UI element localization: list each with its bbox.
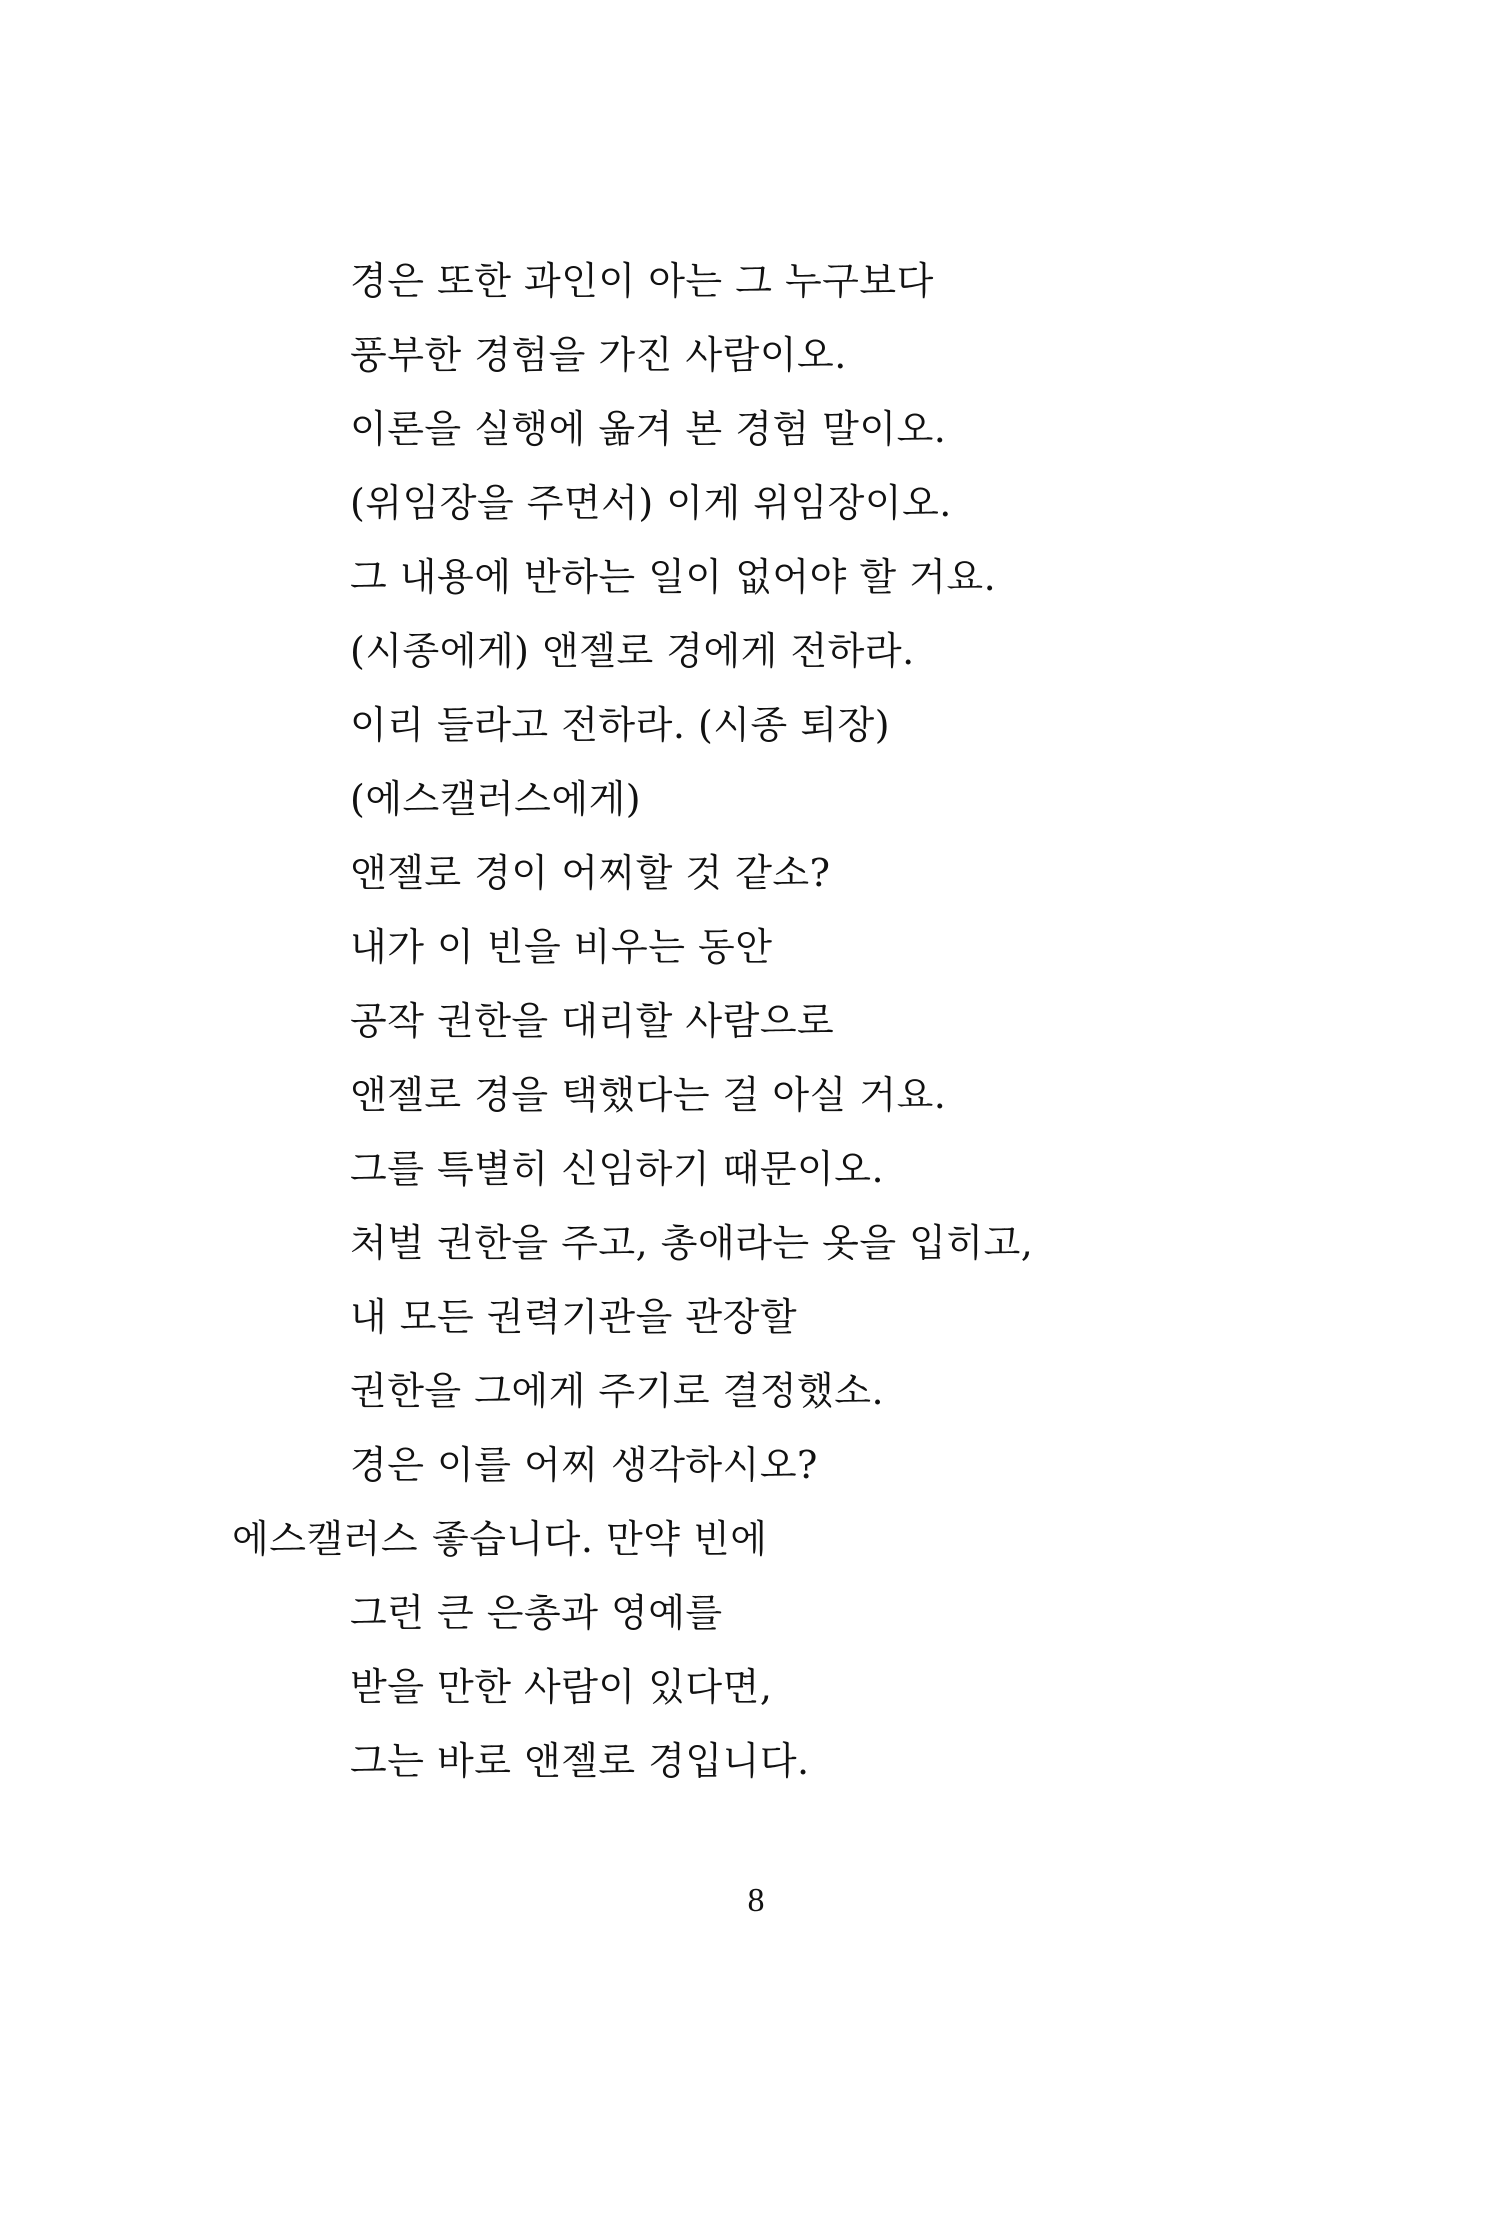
- dialogue-line: 이론을 실행에 옮겨 본 경험 말이오.: [350, 407, 947, 451]
- dialogue-line: 경은 이를 어찌 생각하시오?: [350, 1443, 818, 1487]
- dialogue-line: 처벌 권한을 주고, 총애라는 옷을 입히고,: [350, 1221, 1034, 1265]
- dialogue-line: 그 내용에 반하는 일이 없어야 할 거요.: [350, 555, 997, 599]
- dialogue-line: 그런 큰 은총과 영예를: [350, 1591, 723, 1635]
- dialogue-line: 내 모든 권력기관을 관장할: [350, 1295, 798, 1339]
- dialogue-line: 내가 이 빈을 비우는 동안: [350, 925, 773, 969]
- page-number: 8: [747, 1882, 765, 1919]
- dialogue-line: 받을 만한 사람이 있다면,: [350, 1665, 773, 1709]
- dialogue-line: 앤젤로 경이 어찌할 것 같소?: [350, 851, 831, 895]
- dialogue-line: 그를 특별히 신임하기 때문이오.: [350, 1147, 885, 1191]
- speaker-name: 에스캘러스: [232, 1517, 419, 1561]
- dialogue-line: 풍부한 경험을 가진 사람이오.: [350, 333, 847, 377]
- dialogue-line: (위임장을 주면서) 이게 위임장이오.: [350, 481, 952, 525]
- speaker-line: [0, 1506, 1512, 1580]
- dialogue-line: 권한을 그에게 주기로 결정했소.: [350, 1369, 885, 1413]
- dialogue-passage: [0, 248, 1512, 1802]
- dialogue-line: 앤젤로 경을 택했다는 걸 아실 거요.: [350, 1073, 947, 1117]
- dialogue-line: 공작 권한을 대리할 사람으로: [350, 999, 835, 1043]
- dialogue-line: 이리 들라고 전하라. (시종 퇴장): [350, 703, 891, 747]
- speaker-line-text: 좋습니다. 만약 빈에: [432, 1517, 768, 1561]
- stage-direction-line: (에스캘러스에게): [350, 777, 642, 821]
- dialogue-line: 그는 바로 앤젤로 경입니다.: [350, 1739, 810, 1783]
- dialogue-line: (시종에게) 앤젤로 경에게 전하라.: [350, 629, 915, 673]
- dialogue-line: 경은 또한 과인이 아는 그 누구보다: [350, 259, 934, 303]
